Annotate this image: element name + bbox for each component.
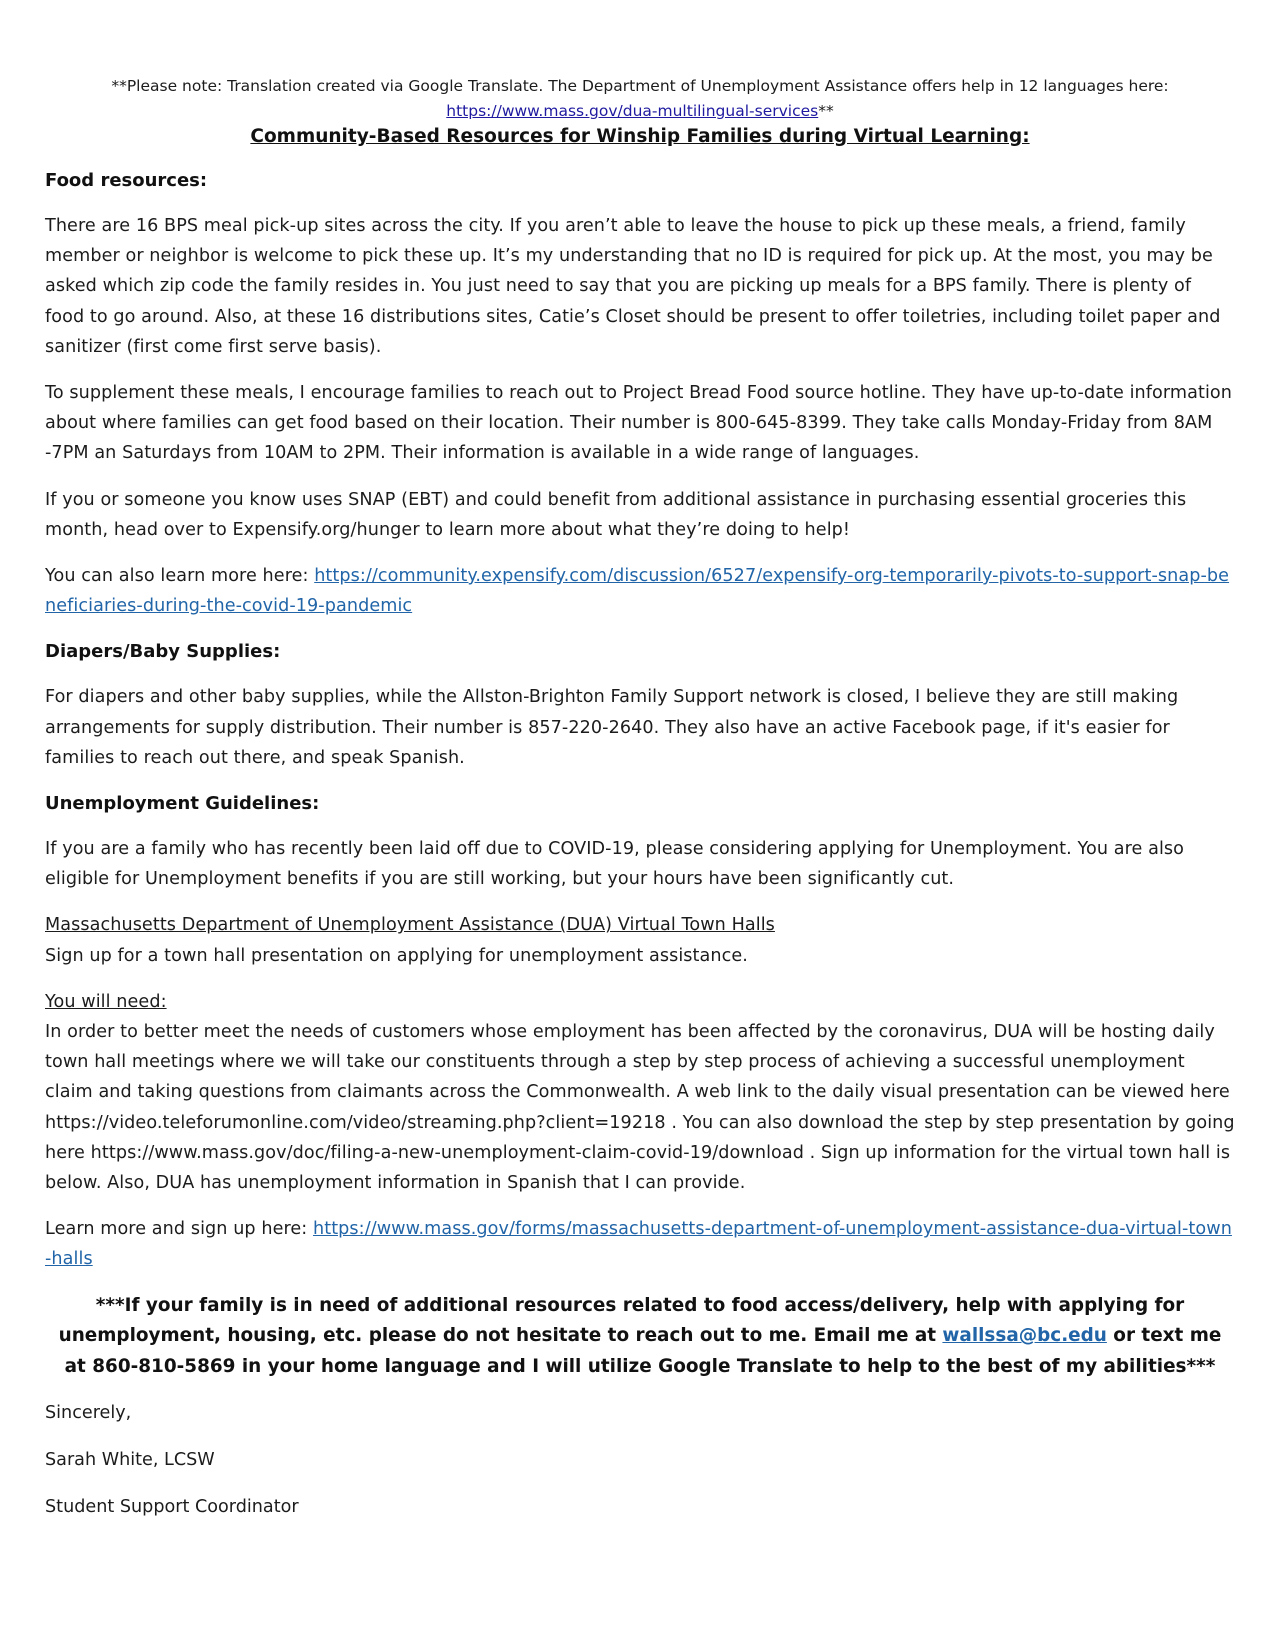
document-page [45, 74, 1235, 1539]
learn-more-prefix: You can also learn more here: [45, 566, 315, 587]
page-title: Community-Based Resources for Winship Families during Virtual Learning: [250, 126, 1030, 147]
food-resources-heading: Food resources: [45, 170, 208, 191]
signature-name: Sarah White, LCSW [45, 1450, 215, 1471]
diapers-paragraph: For diapers and other baby supplies, while the Allston-Brighton Family Support network is closed, I believe they are still making arrangements for supply distribution. Their number is 857-220-2640. They also have an active Facebook page, if it's easier for families to reach out there, and speak Spanish. [45, 687, 1179, 768]
closing-part-2: or text me at 860-810-5869 in your home language and I will utilize Google Translate to help to the best of my abilities*** [64, 1325, 1222, 1377]
salutation: Sincerely, [45, 1403, 132, 1424]
closing-part-1: ***If your family is in need of additional resources related to food access/delivery, help with applying for unemployment, housing, etc. please do not hesitate to reach out to me. Email me at [58, 1294, 1185, 1347]
townhall-text: Sign up for a town hall presentation on applying for unemployment assistance. [45, 945, 748, 966]
learn-more-signup [45, 1214, 1235, 1274]
you-will-need-section [45, 987, 1235, 1198]
townhall-section [45, 910, 1235, 970]
you-will-need-title: You will need: [45, 991, 167, 1012]
dua-townhall-link[interactable]: https://www.mass.gov/forms/massachusetts-department-of-unemployment-assistance-dua-virtual-town-halls [45, 1219, 1232, 1270]
multilingual-services-link[interactable]: https://www.mass.gov/dua-multilingual-services [446, 102, 819, 120]
email-link[interactable]: wallssa@bc.edu [942, 1325, 1107, 1347]
food-paragraph-snap: If you or someone you know uses SNAP (EBT) and could benefit from additional assistance in purchasing essential groceries this month, head over to Expensify.org/hunger to learn more about what they’re doing to help! [45, 489, 1187, 540]
food-paragraph-meal-sites: There are 16 BPS meal pick-up sites across the city. If you aren’t able to leave the house to pick up these meals, a friend, family member or neighbor is welcome to pick these up. It’s my understanding that no ID is required for pick up. At the most, you may be asked which zip code the family resides in. You just need to say that you are picking up meals for a BPS family. There is plenty of food to go around. Also, at these 16 distributions sites, Catie’s Closet should be present to offer toiletries, including toilet paper and sanitizer (first come first serve basis). [45, 216, 1221, 357]
diapers-heading: Diapers/Baby Supplies: [45, 641, 281, 663]
expensify-link[interactable]: https://community.expensify.com/discussion/6527/expensify-org-temporarily-pivots-to-support-snap-beneficiaries-during-the-covid-19-pandemic [45, 566, 1230, 617]
townhall-title: Massachusetts Department of Unemployment Assistance (DUA) Virtual Town Halls [45, 915, 775, 936]
unemployment-heading: Unemployment Guidelines: [45, 793, 320, 815]
you-will-need-text: In order to better meet the needs of customers whose employment has been affected by the coronavirus, DUA will be hosting daily town hall meetings where we will take our constituents through a step by step process of achieving a successful unemployment claim and taking questions from claimants across the Commonwealth. A web link to the daily visual presentation can be viewed here https://video.teleforumonline.com/video/streaming.php?client=19218 . You can also download the step by step presentation by going here https://www.mass.gov/doc/filing-a-new-unemployment-claim-covid-19/download . Sign up information for the virtual town hall is below. Also, DUA has unemployment information in Spanish that I can provide. [45, 1022, 1235, 1194]
closing-statement [45, 1291, 1235, 1383]
translation-note [45, 74, 1235, 124]
unemployment-paragraph: If you are a family who has recently been laid off due to COVID-19, please considering applying for Unemployment. You are also eligible for Unemployment benefits if you are still working, but your hours have been significantly cut. [45, 839, 1185, 890]
translation-note-text: **Please note: Translation created via Google Translate. The Department of Unemployment Assistance offers help in 12 languages here: [111, 77, 1169, 95]
learn-more-signup-prefix: Learn more and sign up here: [45, 1219, 313, 1240]
food-paragraph-project-bread: To supplement these meals, I encourage families to reach out to Project Bread Food source hotline. They have up-to-date information about where families can get food based on their location. Their number is 800-645-8399. They take calls Monday-Friday from 8AM -7PM an Saturdays from 10AM to 2PM. Their information is available in a wide range of languages. [45, 383, 1233, 464]
translation-note-suffix: ** [818, 102, 834, 120]
signature-role: Student Support Coordinator [45, 1497, 299, 1518]
food-paragraph-learn-more [45, 561, 1235, 621]
